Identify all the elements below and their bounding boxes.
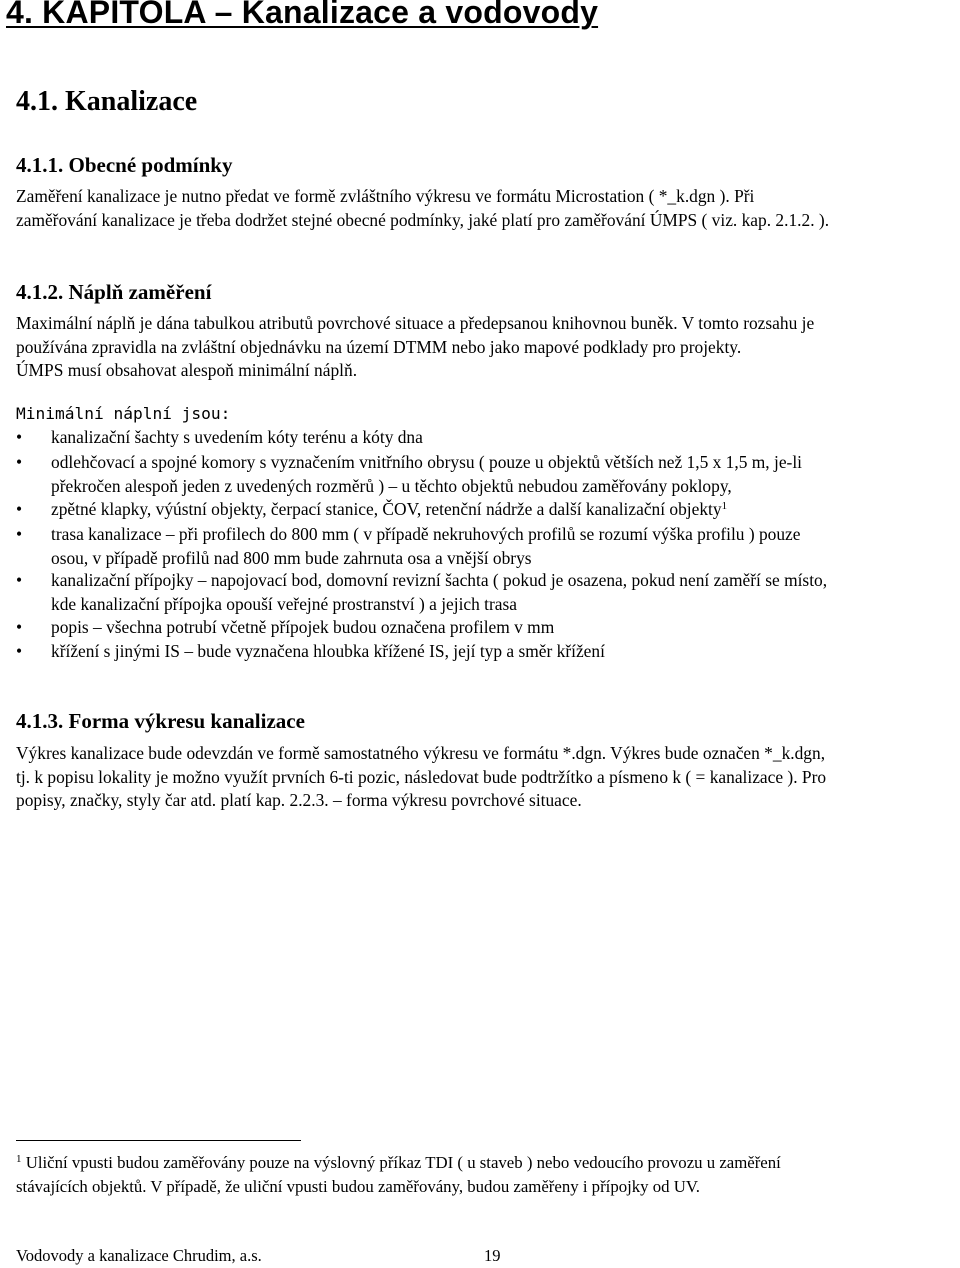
bullet-icon: • [16, 452, 23, 472]
list-item-text: kanalizační šachty s uvedením kóty terénu a kóty dna [51, 427, 423, 447]
paragraph-line: Zaměření kanalizace je nutno předat ve formě zvláštního výkresu ve formátu Microstation ( *_k.dgn ). Při [16, 186, 755, 206]
paragraph-line: ÚMPS musí obsahovat alespoň minimální náplň. [16, 360, 358, 380]
minimum-content-heading: Minimální náplní jsou: [16, 404, 231, 423]
footnote-mark: 1 [16, 1153, 22, 1165]
list-item-text: křížení s jinými IS – bude vyznačena hloubka křížené IS, její typ a směr křížení [51, 641, 605, 661]
bullet-icon: • [16, 499, 23, 519]
general-conditions-paragraph [16, 185, 829, 232]
page-number: 19 [484, 1246, 501, 1265]
footnote-text-line: Uliční vpusti budou zaměřovány pouze na výslovný příkaz TDI ( u staveb ) nebo vedoucího provozu u zaměření [25, 1153, 781, 1172]
subsection-title-drawing-format: 4.1.3. Forma výkresu kanalizace [16, 709, 305, 733]
bullet-icon: • [16, 570, 23, 590]
survey-content-paragraph [16, 312, 814, 383]
chapter-title: 4. KAPITOLA – Kanalizace a vodovody [6, 0, 599, 30]
paragraph-line: zaměřování kanalizace je třeba dodržet stejné obecné podmínky, jaké platí pro zaměřování ÚMPS ( viz. kap. 2.1.2. ). [16, 209, 830, 230]
list-item-text: kanalizační přípojky – napojovací bod, domovní revizní šachta ( pokud je osazena, pokud není zaměří se místo, kde kanalizační přípojka opouší veřejné prostranství ) a jejich trasa [51, 570, 828, 614]
footnote-reference[interactable]: 1 [721, 500, 728, 512]
bullet-icon: • [16, 641, 23, 661]
footnote-text-line: stávajících objektů. V případě, že uliční vpusti budou zaměřovány, budou zaměřeny i přípojky od UV. [16, 1177, 700, 1196]
list-item-text: zpětné klapky, výústní objekty, čerpací stanice, ČOV, retenční nádrže a další kanalizační objekty$^1$ [51, 499, 728, 519]
footer-company: Vodovody a kanalizace Chrudim, a.s. [16, 1246, 262, 1265]
list-item-text: trasa kanalizace – při profilech do 800 mm ( v případě nekruhových profilů se rozumí výška profilu ) pouze osou, v případě profilů nad 800 mm bude zahrnuta osa a vnější obrys [51, 524, 801, 568]
paragraph-line: popisy, značky, styly čar atd. platí kap. 2.2.3. – forma výkresu povrchové situace. [16, 790, 582, 810]
list-item-text: popis – všechna potrubí včetně přípojek budou označena profilem v mm [51, 617, 555, 637]
drawing-format-paragraph [16, 742, 826, 813]
list-item-text: odlehčovací a spojné komory s vyznačením vnitřního obrysu ( pouze u objektů větších než 1,5 x 1,5 m, je-li překročen alespoň jeden z uvedených rozměrů ) – u těchto objektů nebudou zaměřovány poklopy, [51, 452, 802, 496]
footnote-separator [16, 1140, 301, 1141]
subsection-title-survey-content: 4.1.2. Náplň zaměření [16, 280, 212, 304]
section-title: 4.1. Kanalizace [16, 86, 198, 117]
bullet-icon: • [16, 617, 23, 637]
bullet-icon: • [16, 427, 23, 447]
paragraph-line: používána zpravidla na zvláštní objednávku na území DTMM nebo jako mapové podklady pro projekty. [16, 336, 742, 357]
footnote [16, 1151, 781, 1199]
paragraph-line: Maximální náplň je dána tabulkou atributů povrchové situace a předepsanou knihovnou buněk. V tomto rozsahu je [16, 313, 815, 333]
subsection-title-general-conditions: 4.1.1. Obecné podmínky [16, 153, 233, 177]
paragraph-line: tj. k popisu lokality je možno využít prvních 6-ti pozic, následovat bude podtržítko a písmeno k ( = kanalizace ). Pro [16, 766, 827, 787]
bullet-icon: • [16, 524, 23, 544]
paragraph-line: Výkres kanalizace bude odevzdán ve formě samostatného výkresu ve formátu *.dgn. Výkres bude označen *_k.dgn, [16, 743, 826, 763]
